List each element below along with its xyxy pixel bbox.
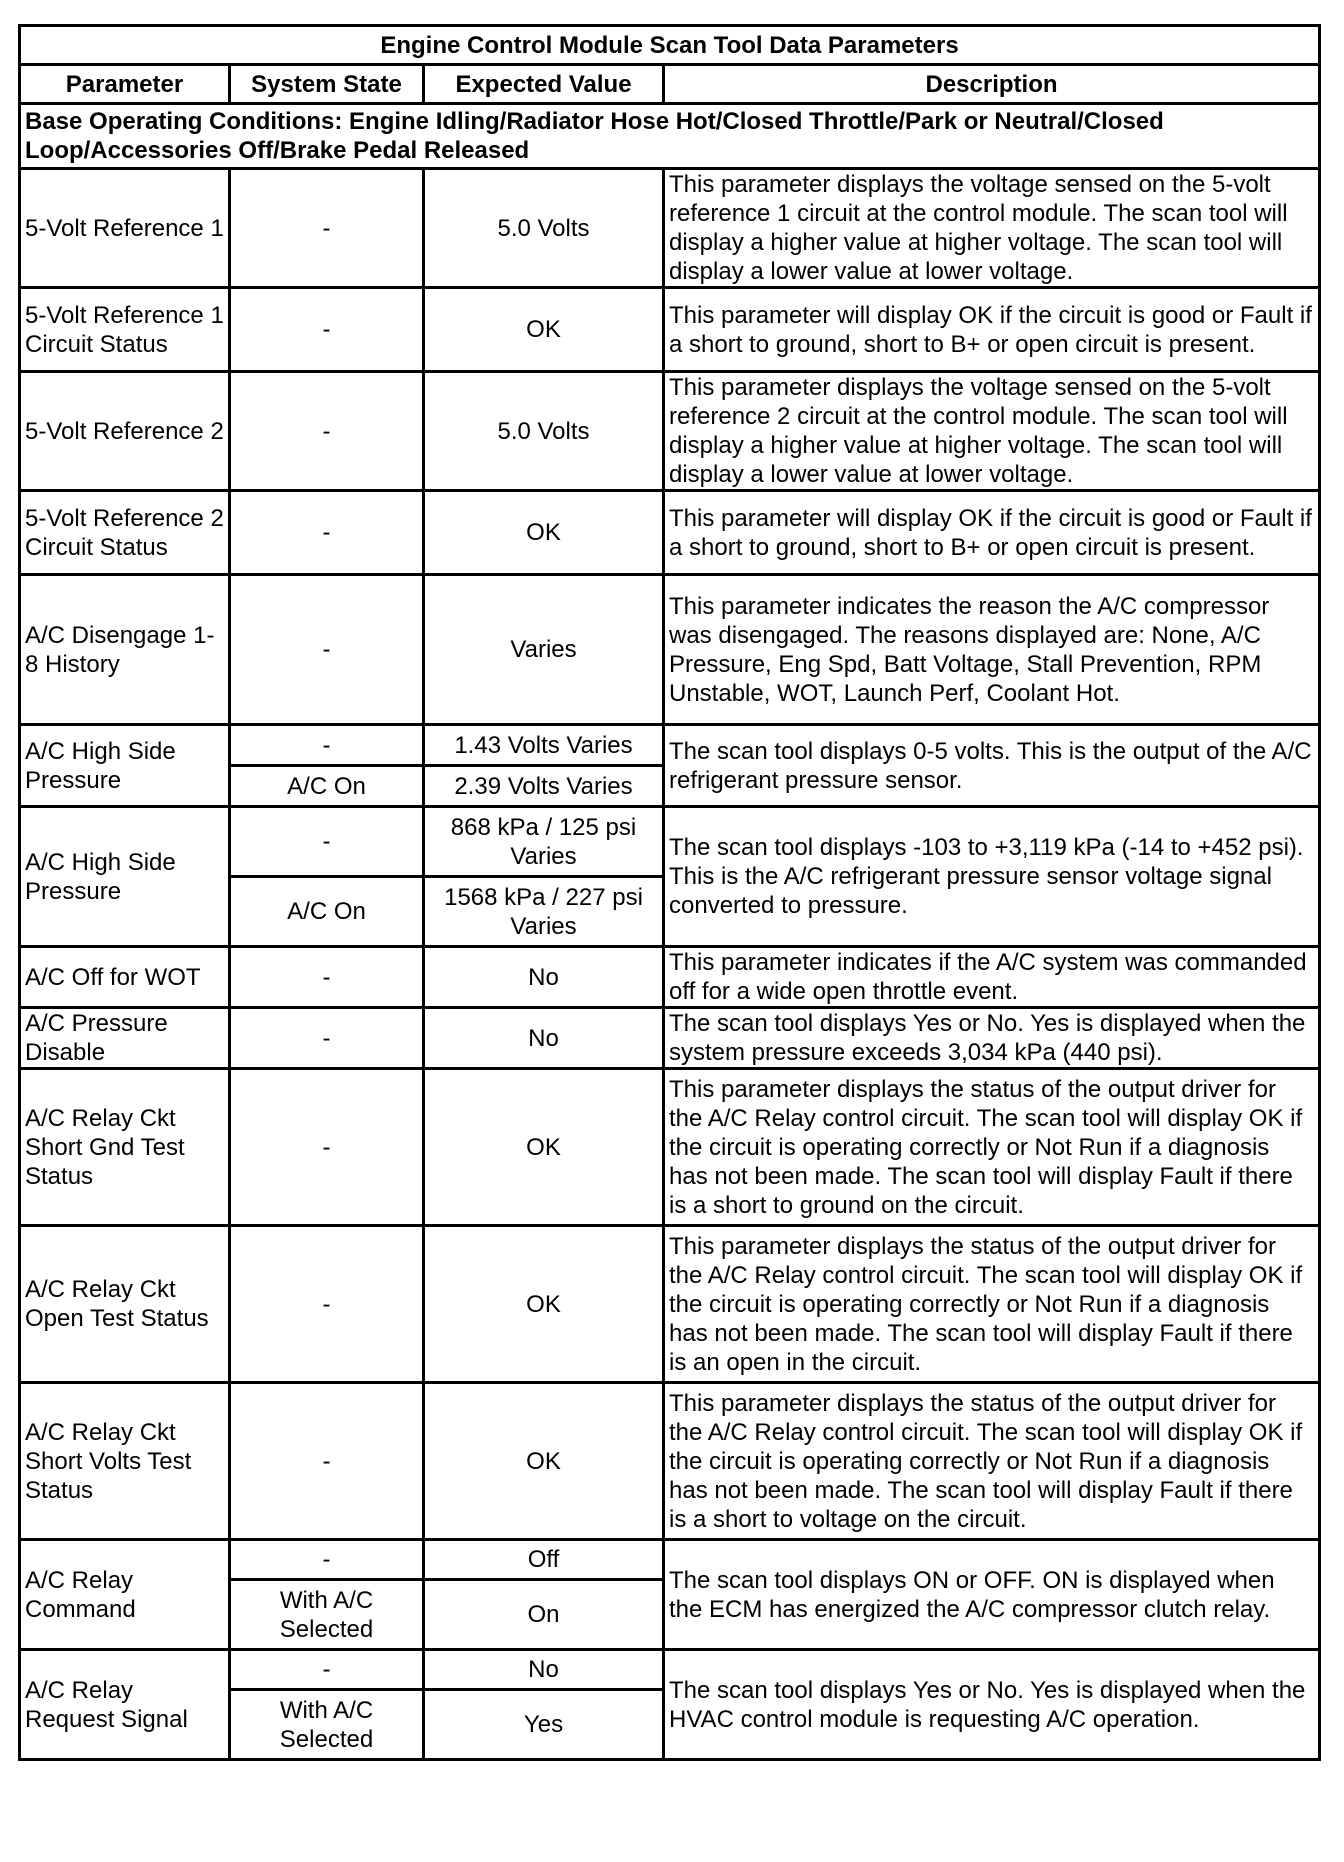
system-state-cell: - — [230, 575, 424, 725]
system-state-cell: - — [230, 1069, 424, 1226]
description-cell: This parameter displays the voltage sensed on the 5-volt reference 2 circuit at the control module. The scan tool will display a higher value at higher voltage. The scan tool will display a lower value at lower voltage. — [664, 372, 1320, 491]
description-cell: This parameter will display OK if the circuit is good or Fault if a short to ground, short to B+ or open circuit is present. — [664, 288, 1320, 372]
description-cell: The scan tool displays ON or OFF. ON is displayed when the ECM has energized the A/C compressor clutch relay. — [664, 1540, 1320, 1650]
table-row — [20, 288, 1320, 372]
expected-value-cell: Varies — [424, 575, 664, 725]
expected-value-cell: No — [424, 947, 664, 1008]
base-conditions-row — [20, 104, 1320, 169]
system-state-cell: - — [230, 491, 424, 575]
parameter-cell: 5-Volt Reference 2 Circuit Status — [20, 491, 230, 575]
expected-value-cell: No — [424, 1650, 664, 1690]
system-state-cell: - — [230, 947, 424, 1008]
expected-value-cell: 868 kPa / 125 psi Varies — [424, 807, 664, 877]
system-state-cell: - — [230, 1226, 424, 1383]
parameter-cell: A/C Off for WOT — [20, 947, 230, 1008]
expected-value-cell: OK — [424, 1383, 664, 1540]
system-state-cell: With A/C Selected — [230, 1580, 424, 1650]
table-row — [20, 725, 1320, 766]
base-conditions: Base Operating Conditions: Engine Idling/Radiator Hose Hot/Closed Throttle/Park or Neutral/Closed Loop/Accessories Off/Brake Pedal Released — [20, 104, 1320, 169]
system-state-cell: - — [230, 288, 424, 372]
header-parameter: Parameter — [20, 65, 230, 104]
expected-value-cell: OK — [424, 1069, 664, 1226]
system-state-cell: A/C On — [230, 766, 424, 807]
parameter-cell: 5-Volt Reference 2 — [20, 372, 230, 491]
system-state-cell: - — [230, 1383, 424, 1540]
expected-value-cell: 2.39 Volts Varies — [424, 766, 664, 807]
description-cell: The scan tool displays Yes or No. Yes is displayed when the system pressure exceeds 3,034 kPa (440 psi). — [664, 1008, 1320, 1069]
table-title: Engine Control Module Scan Tool Data Parameters — [20, 26, 1320, 65]
expected-value-cell: 5.0 Volts — [424, 372, 664, 491]
expected-value-cell: OK — [424, 288, 664, 372]
parameter-cell: A/C Pressure Disable — [20, 1008, 230, 1069]
table-row — [20, 491, 1320, 575]
expected-value-cell: OK — [424, 1226, 664, 1383]
system-state-cell: - — [230, 1008, 424, 1069]
description-cell: This parameter indicates if the A/C system was commanded off for a wide open throttle event. — [664, 947, 1320, 1008]
table-row — [20, 1540, 1320, 1580]
header-system-state: System State — [230, 65, 424, 104]
expected-value-cell: 5.0 Volts — [424, 169, 664, 288]
table-row — [20, 807, 1320, 877]
system-state-cell: - — [230, 169, 424, 288]
expected-value-cell: 1568 kPa / 227 psi Varies — [424, 877, 664, 947]
system-state-cell: - — [230, 807, 424, 877]
expected-value-cell: Yes — [424, 1690, 664, 1760]
header-expected-value: Expected Value — [424, 65, 664, 104]
expected-value-cell: On — [424, 1580, 664, 1650]
table-row — [20, 372, 1320, 491]
system-state-cell: - — [230, 1650, 424, 1690]
parameter-cell: A/C Relay Request Signal — [20, 1650, 230, 1760]
table-row — [20, 1650, 1320, 1690]
parameter-cell: 5-Volt Reference 1 Circuit Status — [20, 288, 230, 372]
parameter-cell: A/C Disengage 1-8 History — [20, 575, 230, 725]
description-cell: This parameter displays the status of the output driver for the A/C Relay control circuit. The scan tool will display OK if the circuit is operating correctly or Not Run if a diagnosis has not been made. The scan tool will display Fault if there is a short to voltage on the circuit. — [664, 1383, 1320, 1540]
expected-value-cell: No — [424, 1008, 664, 1069]
description-cell: This parameter displays the voltage sensed on the 5-volt reference 1 circuit at the control module. The scan tool will display a higher value at higher voltage. The scan tool will display a lower value at lower voltage. — [664, 169, 1320, 288]
document-sheet — [18, 24, 1318, 1761]
description-cell: This parameter displays the status of the output driver for the A/C Relay control circuit. The scan tool will display OK if the circuit is operating correctly or Not Run if a diagnosis has not been made. The scan tool will display Fault if there is a short to ground on the circuit. — [664, 1069, 1320, 1226]
table-row — [20, 169, 1320, 288]
scan-data-table — [18, 24, 1321, 1761]
header-description: Description — [664, 65, 1320, 104]
table-row — [20, 1008, 1320, 1069]
parameter-cell: A/C Relay Ckt Open Test Status — [20, 1226, 230, 1383]
header-row — [20, 65, 1320, 104]
description-cell: This parameter will display OK if the circuit is good or Fault if a short to ground, short to B+ or open circuit is present. — [664, 491, 1320, 575]
parameter-cell: A/C High Side Pressure — [20, 725, 230, 807]
table-row — [20, 1226, 1320, 1383]
system-state-cell: - — [230, 1540, 424, 1580]
parameter-cell: A/C Relay Ckt Short Gnd Test Status — [20, 1069, 230, 1226]
system-state-cell: A/C On — [230, 877, 424, 947]
expected-value-cell: 1.43 Volts Varies — [424, 725, 664, 766]
description-cell: The scan tool displays -103 to +3,119 kPa (-14 to +452 psi). This is the A/C refrigerant pressure sensor voltage signal converted to pressure. — [664, 807, 1320, 947]
table-row — [20, 575, 1320, 725]
table-row — [20, 1383, 1320, 1540]
description-cell: The scan tool displays 0-5 volts. This is the output of the A/C refrigerant pressure sensor. — [664, 725, 1320, 807]
expected-value-cell: Off — [424, 1540, 664, 1580]
system-state-cell: - — [230, 372, 424, 491]
description-cell: This parameter indicates the reason the A/C compressor was disengaged. The reasons displayed are: None, A/C Pressure, Eng Spd, Batt Voltage, Stall Prevention, RPM Unstable, WOT, Launch Perf, Coolant Hot. — [664, 575, 1320, 725]
parameter-cell: A/C High Side Pressure — [20, 807, 230, 947]
table-row — [20, 1069, 1320, 1226]
expected-value-cell: OK — [424, 491, 664, 575]
description-cell: This parameter displays the status of the output driver for the A/C Relay control circuit. The scan tool will display OK if the circuit is operating correctly or Not Run if a diagnosis has not been made. The scan tool will display Fault if there is an open in the circuit. — [664, 1226, 1320, 1383]
system-state-cell: - — [230, 725, 424, 766]
title-row — [20, 26, 1320, 65]
system-state-cell: With A/C Selected — [230, 1690, 424, 1760]
description-cell: The scan tool displays Yes or No. Yes is displayed when the HVAC control module is requesting A/C operation. — [664, 1650, 1320, 1760]
parameter-cell: A/C Relay Ckt Short Volts Test Status — [20, 1383, 230, 1540]
table-row — [20, 947, 1320, 1008]
parameter-cell: 5-Volt Reference 1 — [20, 169, 230, 288]
parameter-cell: A/C Relay Command — [20, 1540, 230, 1650]
